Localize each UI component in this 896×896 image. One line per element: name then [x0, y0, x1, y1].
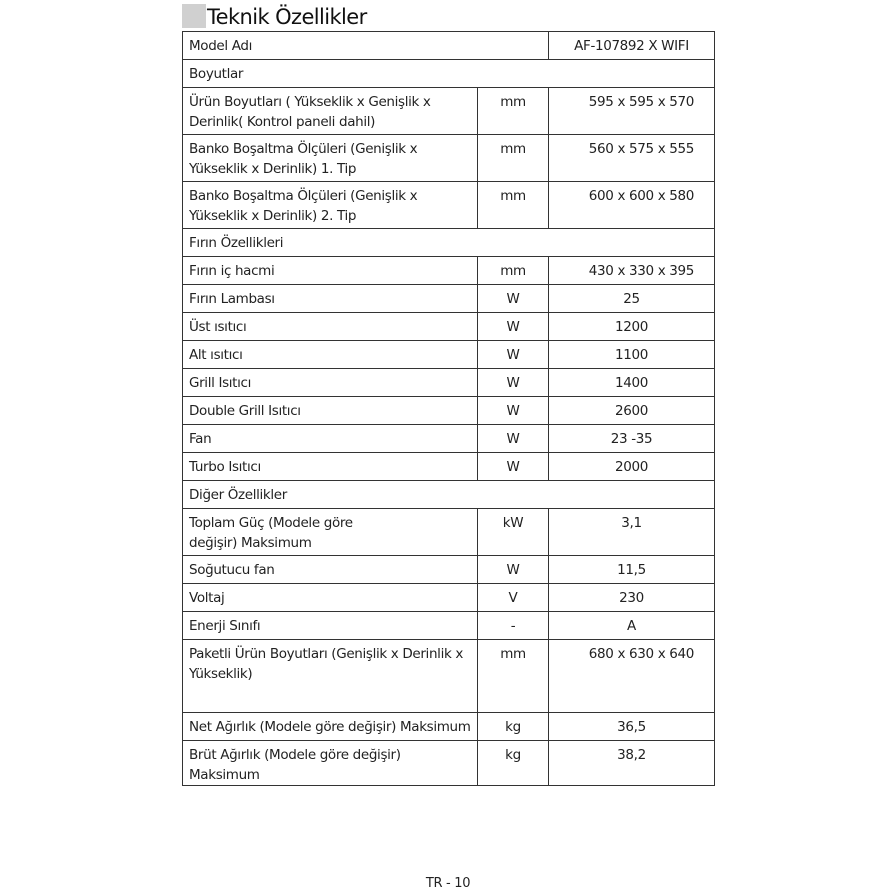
row-unit: W: [478, 453, 549, 481]
row-unit: kg: [478, 741, 549, 786]
row-value: 595 x 595 x 570: [549, 88, 715, 135]
table-row: [183, 257, 715, 285]
row-unit: W: [478, 369, 549, 397]
row-unit: mm: [478, 182, 549, 229]
row-label: Banko Boşaltma Ölçüleri (Genişlik x Yükseklik x Derinlik) 2. Tip: [183, 182, 478, 229]
row-label: Grill Isıtıcı: [183, 369, 478, 397]
row-unit: V: [478, 584, 549, 612]
row-label: Brüt Ağırlık (Modele göre değişir) Maksimum: [183, 741, 478, 786]
table-row: [183, 741, 715, 786]
model-value: AF-107892 X WIFI: [549, 32, 715, 60]
row-label: Fırın iç hacmi: [183, 257, 478, 285]
table-row: [183, 285, 715, 313]
table-row: [183, 584, 715, 612]
section-row: [183, 60, 715, 88]
table-row: [183, 612, 715, 640]
model-label: Model Adı: [183, 32, 549, 60]
row-value: 600 x 600 x 580: [549, 182, 715, 229]
row-label: Ürün Boyutları ( Yükseklik x Genişlik x Derinlik( Kontrol paneli dahil): [183, 88, 478, 135]
table-row: [183, 640, 715, 713]
row-value: A: [549, 612, 715, 640]
row-value: 1200: [549, 313, 715, 341]
row-label: Toplam Güç (Modele göre değişir) Maksimum: [183, 509, 478, 556]
table-row: [183, 556, 715, 584]
section-label: Diğer Özellikler: [183, 481, 715, 509]
table-row-model: [183, 32, 715, 60]
row-label: Voltaj: [183, 584, 478, 612]
table-row: [183, 182, 715, 229]
row-label: Double Grill Isıtıcı: [183, 397, 478, 425]
row-unit: kW: [478, 509, 549, 556]
table-row: [183, 713, 715, 741]
section-marker-block: [182, 4, 206, 28]
row-unit: W: [478, 556, 549, 584]
row-label: Banko Boşaltma Ölçüleri (Genişlik x Yükseklik x Derinlik) 1. Tip: [183, 135, 478, 182]
row-label: Üst ısıtıcı: [183, 313, 478, 341]
row-label: Soğutucu fan: [183, 556, 478, 584]
row-value: 230: [549, 584, 715, 612]
row-unit: mm: [478, 257, 549, 285]
row-label: Paketli Ürün Boyutları (Genişlik x Derinlik x Yükseklik): [183, 640, 478, 713]
spec-table: [182, 31, 715, 786]
row-label: Fan: [183, 425, 478, 453]
table-row: [183, 341, 715, 369]
table-row: [183, 453, 715, 481]
table-row: [183, 425, 715, 453]
row-unit: mm: [478, 135, 549, 182]
page-number: TR - 10: [425, 876, 471, 891]
table-row: [183, 369, 715, 397]
row-label: Net Ağırlık (Modele göre değişir) Maksimum: [183, 713, 478, 741]
section-row: [183, 481, 715, 509]
table-row: [183, 135, 715, 182]
row-value: 2600: [549, 397, 715, 425]
row-value: 430 x 330 x 395: [549, 257, 715, 285]
row-unit: mm: [478, 640, 549, 713]
page-header: [182, 2, 367, 30]
row-label: Enerji Sınıfı: [183, 612, 478, 640]
row-value: 38,2: [549, 741, 715, 786]
page-title: Teknik Özellikler: [207, 5, 367, 29]
row-unit: W: [478, 425, 549, 453]
row-unit: mm: [478, 88, 549, 135]
row-value: 1100: [549, 341, 715, 369]
row-unit: W: [478, 313, 549, 341]
row-value: 2000: [549, 453, 715, 481]
row-label: Turbo Isıtıcı: [183, 453, 478, 481]
row-unit: -: [478, 612, 549, 640]
row-value: 1400: [549, 369, 715, 397]
row-value: 23 -35: [549, 425, 715, 453]
section-row: [183, 229, 715, 257]
table-row: [183, 397, 715, 425]
row-label: Alt ısıtıcı: [183, 341, 478, 369]
row-value: 680 x 630 x 640: [549, 640, 715, 713]
row-value: 36,5: [549, 713, 715, 741]
row-value: 3,1: [549, 509, 715, 556]
section-label: Boyutlar: [183, 60, 715, 88]
section-label: Fırın Özellikleri: [183, 229, 715, 257]
row-unit: W: [478, 397, 549, 425]
row-value: 25: [549, 285, 715, 313]
row-unit: W: [478, 285, 549, 313]
table-row: [183, 88, 715, 135]
table-row: [183, 313, 715, 341]
row-label: Fırın Lambası: [183, 285, 478, 313]
row-value: 11,5: [549, 556, 715, 584]
row-value: 560 x 575 x 555: [549, 135, 715, 182]
row-unit: kg: [478, 713, 549, 741]
table-row: [183, 509, 715, 556]
row-unit: W: [478, 341, 549, 369]
